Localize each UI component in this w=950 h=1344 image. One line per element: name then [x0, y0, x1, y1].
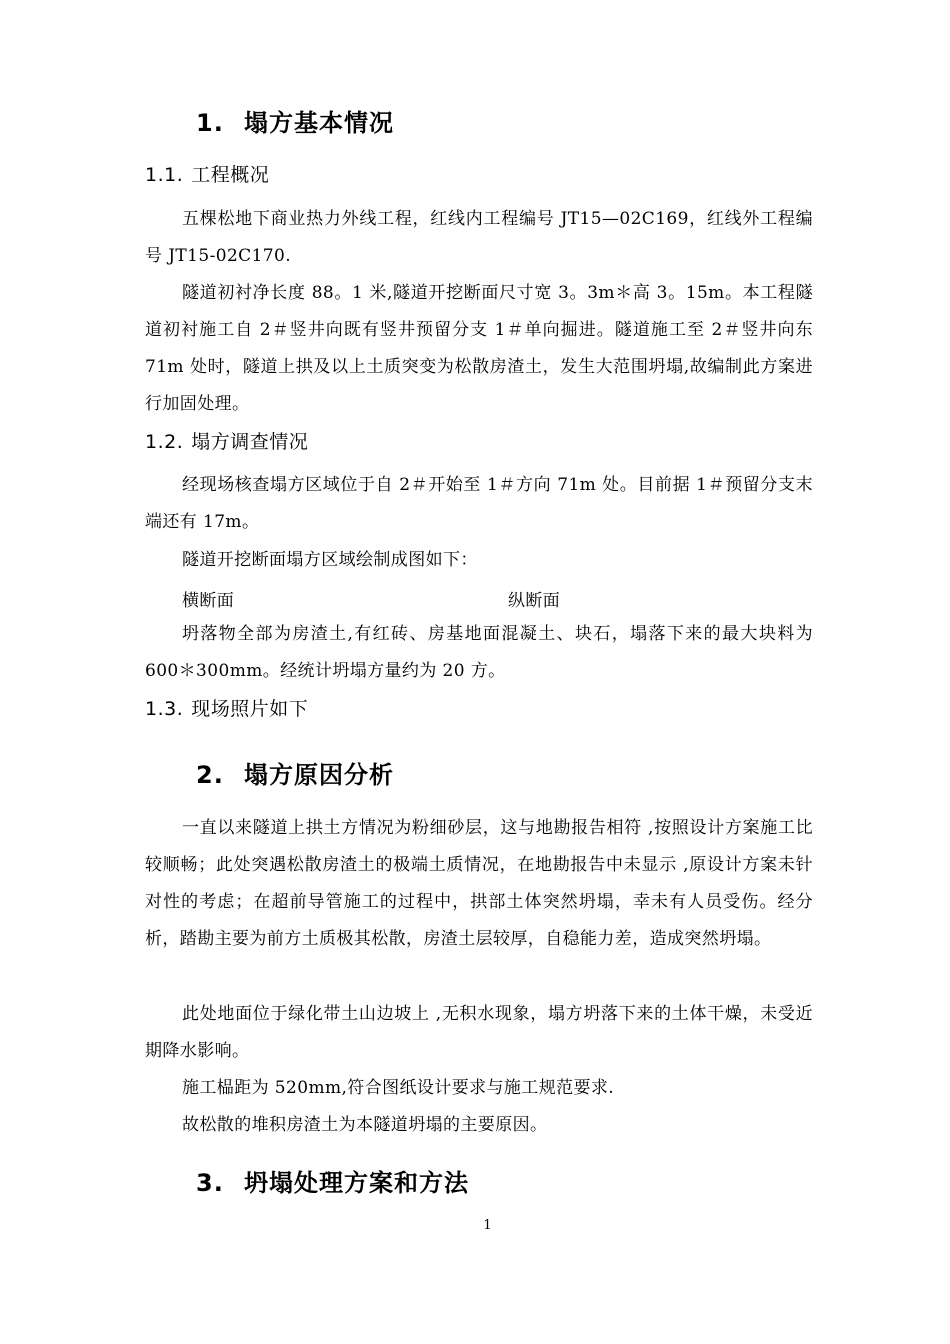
paragraph-frame-spacing: 施工榀距为 520mm,符合图纸设计要求与施工规范要求.: [182, 1078, 615, 1098]
subsection-1-1-heading: [145, 160, 269, 187]
paragraph-main-cause: 故松散的堆积房渣土为本隧道坍塌的主要原因。: [182, 1115, 548, 1135]
page-number: 1: [483, 1218, 492, 1233]
section-1-title: 塌方基本情况: [244, 109, 394, 137]
paragraph-ground-conditions: 此处地面位于绿化带土山边坡上 ,无积水现象，塌方坍落下来的土体干燥，未受近期降水影响。: [145, 1004, 813, 1061]
section-3-title: 坍塌处理方案和方法: [244, 1169, 469, 1197]
section-3-heading: [196, 1163, 469, 1198]
subsection-1-2-heading: [145, 427, 308, 454]
section-2-number: 2.: [196, 761, 224, 789]
subsection-1-1-title: 工程概况: [191, 164, 270, 186]
label-cross-section: 横断面: [182, 591, 235, 611]
section-1-heading: [196, 103, 394, 138]
paragraph-project-numbers: 五棵松地下商业热力外线工程，红线内工程编号 JT15—02C169，红线外工程编号 JT15-02C170.: [145, 209, 813, 266]
subsection-1-3-title: 现场照片如下: [191, 698, 309, 720]
section-2-heading: [196, 755, 394, 790]
paragraph-drawing-intro: 隧道开挖断面塌方区域绘制成图如下：: [182, 550, 478, 570]
paragraph-collapse-location: 经现场核查塌方区域位于自 2＃开始至 1＃方向 71m 处。目前据 1＃预留分支末端还有 17m。: [145, 475, 813, 532]
subsection-1-2-number: 1.2.: [145, 431, 184, 453]
paragraph-tunnel-overview: 隧道初衬净长度 88。1 米,隧道开挖断面尺寸宽 3。3m＊高 3。15m。本工程隧道初衬施工自 2＃竖井向既有竖井预留分支 1＃单向掘进。隧道施工至 2＃竖井向东 71m 处时，隧道上拱及以上土质突变为松散房渣土，发生大范围坍塌,故编制此方案进行加固处理。: [145, 283, 813, 414]
subsection-1-3-number: 1.3.: [145, 698, 184, 720]
paragraph-collapse-material: 坍落物全部为房渣土,有红砖、房基地面混凝土、块石，塌落下来的最大块料为 600＊300mm。经统计坍塌方量约为 20 方。: [145, 624, 813, 681]
subsection-1-2-title: 塌方调查情况: [191, 431, 309, 453]
section-1-number: 1.: [196, 109, 224, 137]
paragraph-cause-analysis: 一直以来隧道上拱土方情况为粉细砂层，这与地勘报告相符 ,按照设计方案施工比较顺畅；此处突遇松散房渣土的极端土质情况，在地勘报告中未显示 ,原设计方案未针对性的考虑；在超前导管施工的过程中，拱部土体突然坍塌，幸未有人员受伤。经分析，踏勘主要为前方土质极其松散，房渣土层较厚，自稳能力差，造成突然坍塌。: [145, 818, 813, 949]
section-2-title: 塌方原因分析: [244, 761, 394, 789]
subsection-1-1-number: 1.1.: [145, 164, 184, 186]
label-longitudinal-section: 纵断面: [508, 591, 561, 611]
section-3-number: 3.: [196, 1169, 224, 1197]
subsection-1-3-heading: [145, 694, 308, 721]
